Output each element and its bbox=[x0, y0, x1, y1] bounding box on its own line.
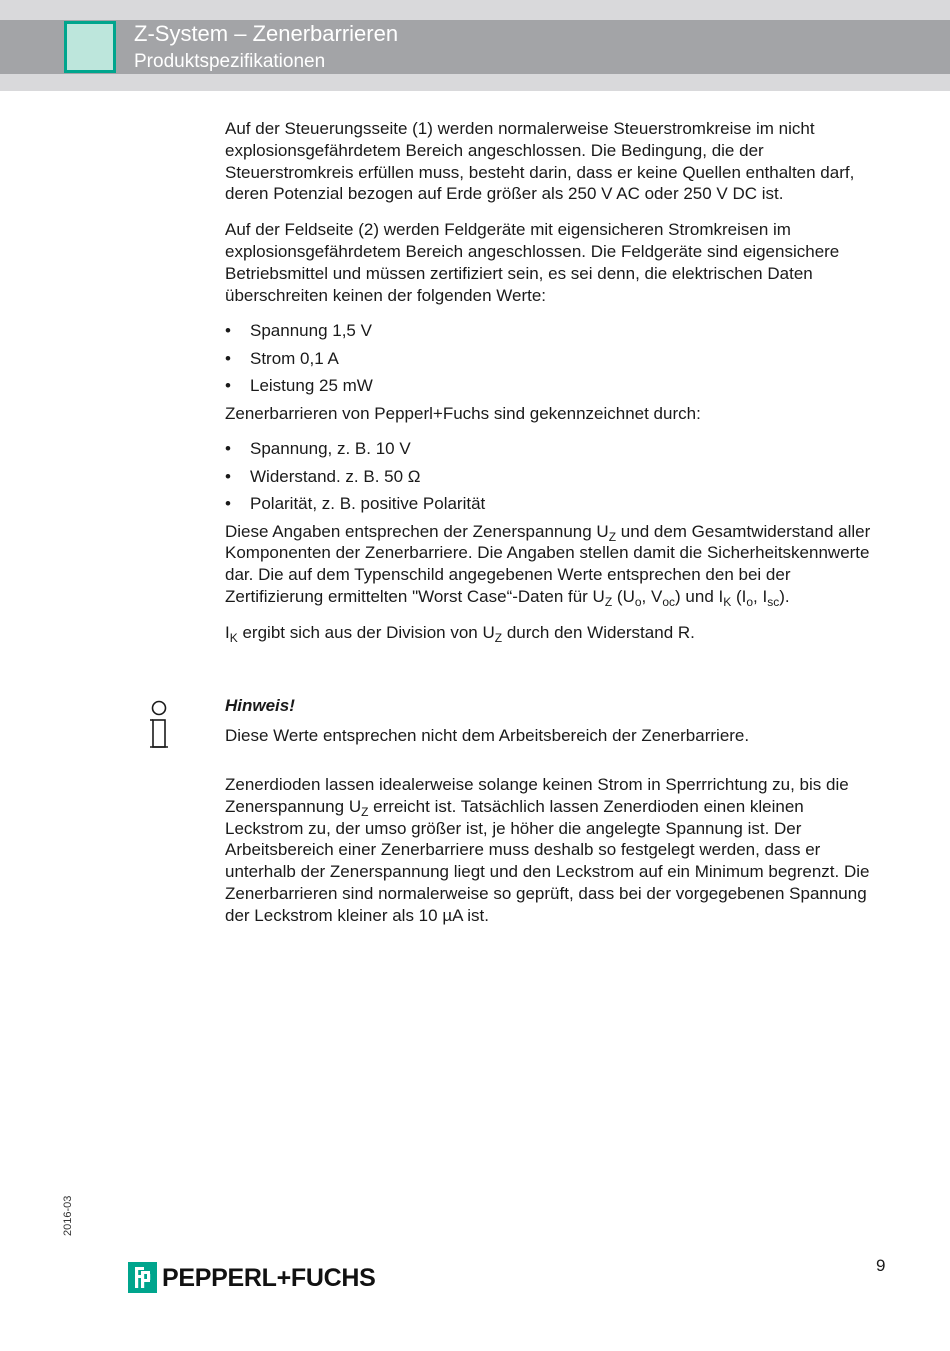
paragraph-current-formula: $I_K$ ergibt sich aus der Division von $U_Z$ durch den Widerstand R. bbox=[225, 622, 695, 645]
list-item: • Leistung 25 mW bbox=[225, 375, 875, 397]
main-content bbox=[225, 118, 875, 644]
header-accent-square bbox=[64, 21, 116, 73]
note-title: Hinweis! bbox=[225, 696, 295, 715]
date-code: 2016-03 bbox=[62, 1195, 74, 1236]
note-text: Diese Werte entsprechen nicht dem Arbeitsbereich der Zenerbarriere. bbox=[225, 726, 750, 745]
limit-values-list bbox=[225, 320, 875, 397]
list-item: • Widerstand. z. B. 50 Ω bbox=[225, 466, 875, 488]
list-item: • Polarität, z. B. positive Polarität bbox=[225, 493, 875, 515]
paragraph-control-side: Auf der Steuerungsseite (1) werden normalerweise Steuerstromkreise im nicht explosionsgefährdetem Bereich angeschlossen. Die Bedingung, die der Steuerstromkreis erfüllen muss, besteht darin, dass er keine Quellen enthalten darf, deren Potenzial bezogen auf Erde größer als 250 V AC oder 250 V DC ist. bbox=[225, 119, 855, 204]
pepperl-fuchs-logo-icon bbox=[128, 1262, 157, 1293]
list-item: • Spannung 1,5 V bbox=[225, 320, 875, 342]
page-title: Z-System – Zenerbarrieren bbox=[134, 21, 399, 46]
page-subtitle: Produktspezifikationen bbox=[134, 51, 326, 72]
info-icon bbox=[148, 700, 172, 750]
paragraph-leakage-current: Zenerdioden lassen idealerweise solange keinen Strom in Sperrrichtung zu, bis die Zenerspannung $U_Z$ erreicht ist. Tatsächlich lassen Zenerdioden einen kleinen Leckstrom zu, der umso größer ist, je höher die angelegte Spannung ist. Der Arbeitsbereich einer Zenerbarriere muss deshalb so festgelegt werden, dass er unterhalb der Zenerspannung liegt und den Leckstrom auf ein Minimum begrenzt. Die Zenerbarrieren sind normalerweise so geprüft, dass bei der vorgegebenen Spannung der Leckstrom kleiner als 10 µA ist. bbox=[225, 775, 870, 925]
list-item: • Strom 0,1 A bbox=[225, 348, 875, 370]
marking-list bbox=[225, 438, 875, 515]
page-number: 9 bbox=[876, 1256, 886, 1275]
list-item: • Spannung, z. B. 10 V bbox=[225, 438, 875, 460]
logo-text: PEPPERL+FUCHS bbox=[162, 1264, 376, 1292]
paragraph-safety-values: Diese Angaben entsprechen der Zenerspannung $U_Z$ und dem Gesamtwiderstand aller Komponenten der Zenerbarriere. Die Angaben stellen damit die Sicherheitskennwerte dar. Die auf dem Typenschild angegebenen Werte entsprechen den bei der Zertifizierung ermittelten "Worst Case“-Daten für $U_Z$ ($U_o$, $V_{oc}$) und $I_K$ ($I_o$, $I_{sc}$). bbox=[225, 521, 871, 609]
header-top-strip bbox=[0, 0, 950, 20]
paragraph-marking-intro: Zenerbarrieren von Pepperl+Fuchs sind gekennzeichnet durch: bbox=[225, 403, 701, 423]
header-bottom-strip bbox=[0, 74, 950, 91]
paragraph-field-side: Auf der Feldseite (2) werden Feldgeräte mit eigensicheren Stromkreisen im explosionsgefährdetem Bereich angeschlossen. Die Feldgeräte sind eigensichere Betriebsmittel und müssen zertifiziert sein, es sei denn, die elektrischen Daten überschreiten keinen der folgenden Werte: bbox=[225, 220, 840, 305]
